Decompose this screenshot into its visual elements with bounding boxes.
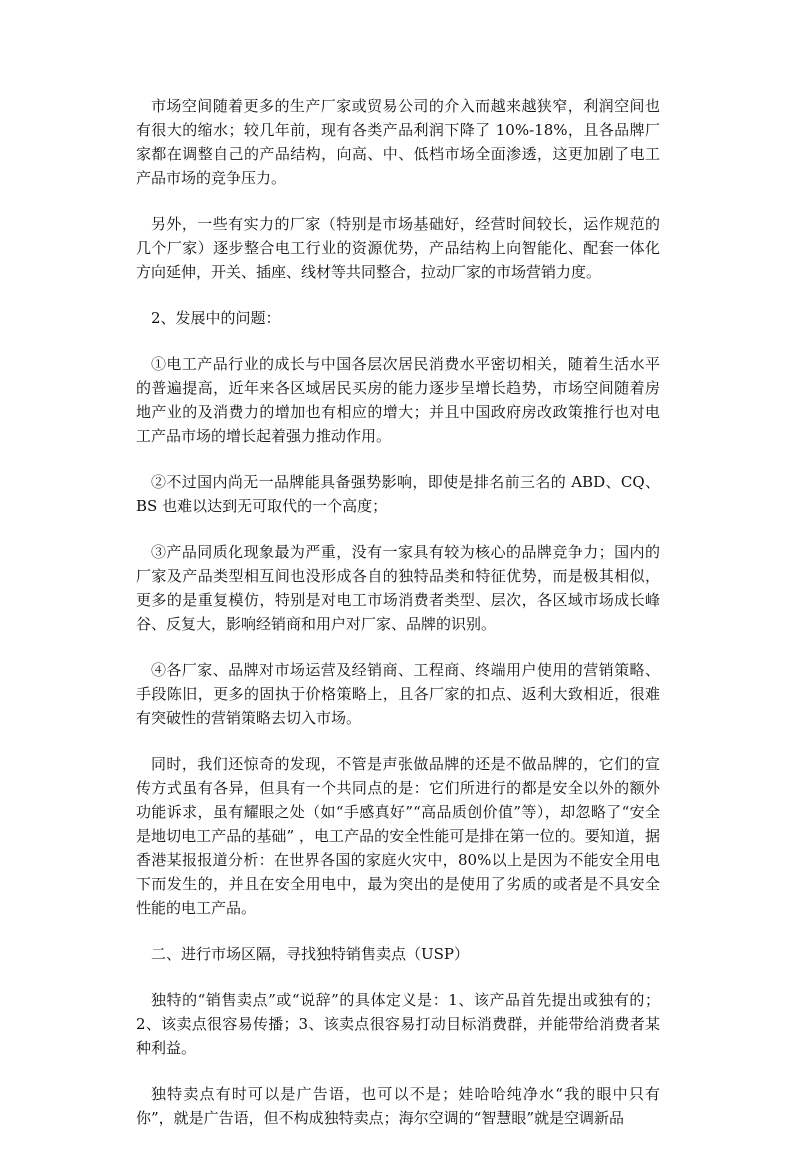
paragraph-usp-definition: 独特的“销售卖点”或“说辞”的具体定义是：1、该产品首先提出或独有的； 2、该卖点很容易传播；3、该卖点很容易打动目标消费群，并能带给消费者某种利益。 <box>136 991 660 1057</box>
paragraph-problem-2: ②不过国内尚无一品牌能具备强势影响，即使是排名前三名的 ABD、CQ、BS 也难以达到无可取代的一个高度； <box>136 473 660 515</box>
paragraph-problem-4: ④各厂家、品牌对市场运营及经销商、工程商、终端用户使用的营销策略、手段陈旧，更多的固执于价格策略上，且各厂家的扣点、返利大致相近，很难有突破性的营销策略去切入市场。 <box>136 661 660 727</box>
paragraph-industry-integration: 另外，一些有实力的厂家（特别是市场基础好，经营时间较长，运作规范的几个厂家）逐步整合电工行业的资源优势，产品结构上向智能化、配套一体化方向延伸，开关、插座、线材等共同整合，拉动厂家的市场营销力度。 <box>136 215 660 281</box>
paragraph-safety-discovery: 同时，我们还惊奇的发现，不管是声张做品牌的还是不做品牌的，它们的宣传方式虽有各异，但具有一个共同点的是：它们所进行的都是安全以外的额外功能诉求，虽有耀眼之处（如“手感真好”“高品质创价值”等），却忽略了“安全是地切电工产品的基础” ，电工产品的安全性能可是排在第一位的。要知道，据香港某报报道分析：在世界各国的家庭火灾中，80%以上是因为不能安全用电下而发生的，并且在安全用电中，最为突出的是使用了劣质的或者是不具安全性能的电工产品。 <box>136 755 660 917</box>
paragraph-usp-examples: 独特卖点有时可以是广告语，也可以不是；娃哈哈纯净水“我的眼中只有你”，就是广告语，但不构成独特卖点；海尔空调的“智慧眼”就是空调新品 <box>136 1085 660 1127</box>
paragraph-market-space: 市场空间随着更多的生产厂家或贸易公司的介入而越来越狭窄，利润空间也有很大的缩水；较几年前，现有各类产品利润下降了 10%-18%，且各品牌厂家都在调整自己的产品结构，向高、中、低档市场全面渗透，这更加剧了电工产品市场的竞争压力。 <box>136 97 660 187</box>
paragraph-problem-1: ①电工产品行业的成长与中国各层次居民消费水平密切相关，随着生活水平的普遍提高，近年来各区域居民买房的能力逐步呈增长趋势，市场空间随着房地产业的及消费力的增加也有相应的增大；并且中国政府房改政策推行也对电工产品市场的增长起着强力推动作用。 <box>136 355 660 445</box>
paragraph-problem-3: ③产品同质化现象最为严重，没有一家具有较为核心的品牌竞争力；国内的厂家及产品类型相互间也没形成各自的独特品类和特征优势，而是极其相似，更多的是重复模仿，特别是对电工市场消费者类型、层次，各区域市场成长峰谷、反复大，影响经销商和用户对厂家、品牌的识别。 <box>136 543 660 633</box>
heading-development-problems: 2、发展中的问题： <box>151 309 281 327</box>
document-body <box>136 94 660 1152</box>
heading-market-segmentation: 二、进行市场区隔，寻找独特销售卖点（USP） <box>151 945 470 963</box>
